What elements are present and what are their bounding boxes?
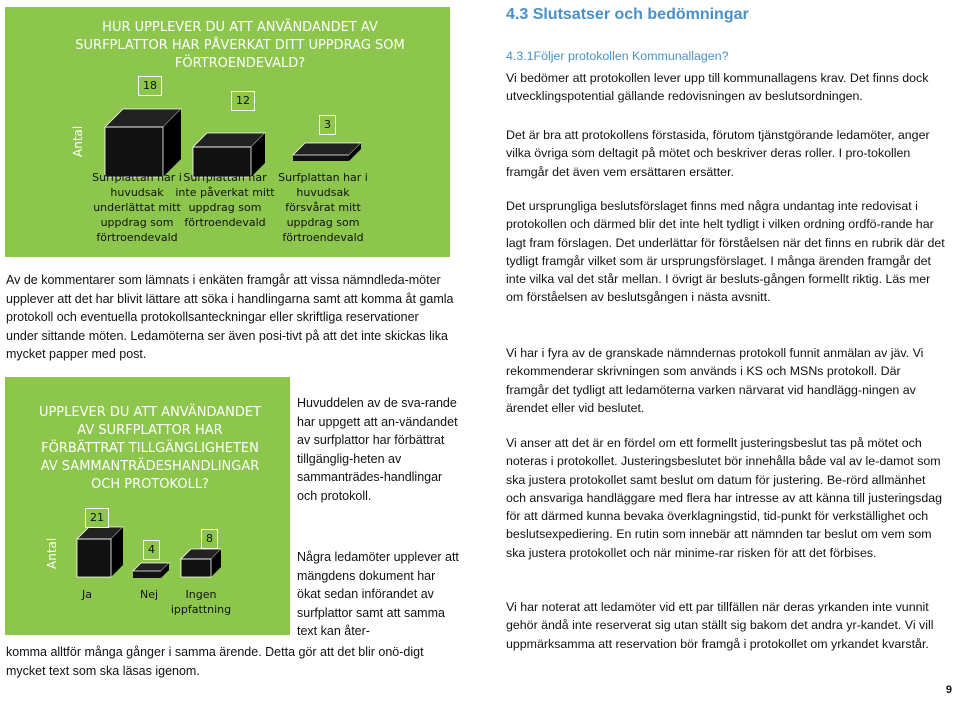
left-side-text-2: Några ledamöter upplever att mängdens dokument har ökat sedan införandet av surfplattor samt att samma text kan åter- — [297, 550, 459, 638]
chart2-bar-1 — [77, 527, 127, 579]
chart2-bar-3 — [181, 549, 225, 579]
left-bottom-text: komma alltför många gånger i samma ärende. Detta gör att det blir onö-digt mycket text som ska läsas igenom. — [6, 645, 424, 678]
section-heading: 4.3 Slutsatser och bedömningar — [506, 6, 749, 23]
chart2-value-2: 4 — [143, 540, 160, 560]
chart1-value-1: 18 — [138, 76, 162, 96]
chart2-category-2: Nej — [139, 588, 159, 601]
chart2-category-1: Ja — [82, 588, 92, 601]
chart2-title: UPPLEVER DU ATT ANVÄNDANDET AV SURFPLATTOR HAR FÖRBÄTTRAT TILLGÄNGLIGHETEN AV SAMMANTRÄDESHANDLINGAR OCH PROTOKOLL? — [38, 405, 262, 492]
chart2-axis-label: Antal — [45, 537, 59, 569]
left-paragraph-1: Av de kommentarer som lämnats i enkäten framgår att vissa nämndleda-möter upplever att det har blivit lättare att söka i handlingarna samt att komma åt gamla protokoll och eventuella protokollsanteckningar eller skriftliga reservationer under sittande möten. Ledamöterna ser även posi-tivt på att det inte skickas lika mycket papper med post. — [6, 273, 454, 361]
chart1-bar-1 — [105, 109, 185, 179]
chart2-bar-2 — [133, 563, 173, 581]
subsection-heading: 4.3.1Följer protokollen Kommunallagen? — [506, 49, 729, 63]
right-paragraph-1: Vi bedömer att protokollen lever upp till kommunallagens krav. Det finns dock utvecklingspotential gällande redovisningen av beslutsordningen. — [506, 71, 929, 104]
chart1-category-2: Surfplattan har inte påverkat mitt uppdrag som förtroendevald — [175, 171, 275, 229]
right-paragraph-6: Vi har noterat att ledamöter vid ett par tillfällen när deras yrkanden inte vunnit gehör ändå inte reserverat sig utan ställt sig bakom det andra yr-kandet. Vi vill uppmärksamma att reservation bör framgå i protokollet om yrkandet kvarstår. — [506, 600, 934, 651]
chart2-category-3: Ingen ippfattning — [170, 588, 232, 616]
chart2-value-3: 8 — [201, 529, 218, 549]
chart1-title: HUR UPPLEVER DU ATT ANVÄNDANDET AV SURFPLATTOR HAR PÅVERKAT DITT UPPDRAG SOM FÖRTROENDEVALD? — [75, 20, 405, 71]
chart1-value-3: 3 — [319, 115, 336, 135]
chart1-category-1: Surfplattan har i huvudsak underlättat mitt uppdrag som förtroendevald — [92, 171, 182, 244]
right-paragraph-3: Det ursprungliga beslutsförslaget finns med några undantag inte redovisat i protokollen och därmed blir det inte helt tydligt i vilken ordning ordfö-rande har lagt fram förslagen. Det underlättar för förståelsen när det finns en rubrik där det tydligt framgår vilket som är ursprungsförslaget. I många ärenden framgår det inte vilka val det står mellan. I övrigt är besluts-gången formellt riktig. Läs mer om förståelsen av beslutsgången i nästa avsnitt. — [506, 199, 945, 305]
right-paragraph-4: Vi har i fyra av de granskade nämndernas protokoll funnit anmälan av jäv. Vi rekommenderar skrivningen som används i KS och MSNs protokoll. Där framgår det tydligt att ledamöterna varken närvarat vid handlägg-ningen av ärendet eller vid beslutet. — [506, 346, 924, 415]
chart1-category-3: Surfplattan har i huvudsak försvårat mitt uppdrag som förtroendevald — [278, 171, 368, 244]
chart1-axis-label: Antal — [71, 125, 85, 157]
chart1-bar-3 — [293, 143, 363, 163]
chart1-value-2: 12 — [231, 91, 255, 111]
left-side-text-1: Huvuddelen av de sva-rande har uppgett att an-vändandet av surfplattor har förbättrat tillgänglig-heten av sammanträdes-handlingar och protokoll. — [297, 396, 458, 503]
right-paragraph-2: Det är bra att protokollens förstasida, förutom tjänstgörande ledamöter, anger vilka övriga som deltagit på mötet och beskriver deras roller. I pro-tokollen framgår det även vem ersättaren ersätter. — [506, 128, 930, 179]
chart2-value-1: 21 — [85, 508, 109, 528]
chart2-panel — [5, 377, 290, 635]
chart1-panel — [5, 7, 450, 257]
right-paragraph-5: Vi anser att det är en fördel om ett formellt justeringsbeslut tas på mötet och noteras i protokollet. Justeringsbeslutet bör innehålla både val av le-damot som ska justera protokollet samt beslut om datum för justering. Be-rörd allmänhet och ansvariga handläggare med flera har intresse av att känna till justeringsdag för att därmed kunna bevaka överklagningstid, tid-punkt för verkställighet och beslutsexpediering. En rutin som innebär att nämnden tar beslut om vem som ska justera protokollet och när minime-rar risken för att det förbises. — [506, 436, 942, 560]
page-number: 9 — [945, 684, 952, 696]
